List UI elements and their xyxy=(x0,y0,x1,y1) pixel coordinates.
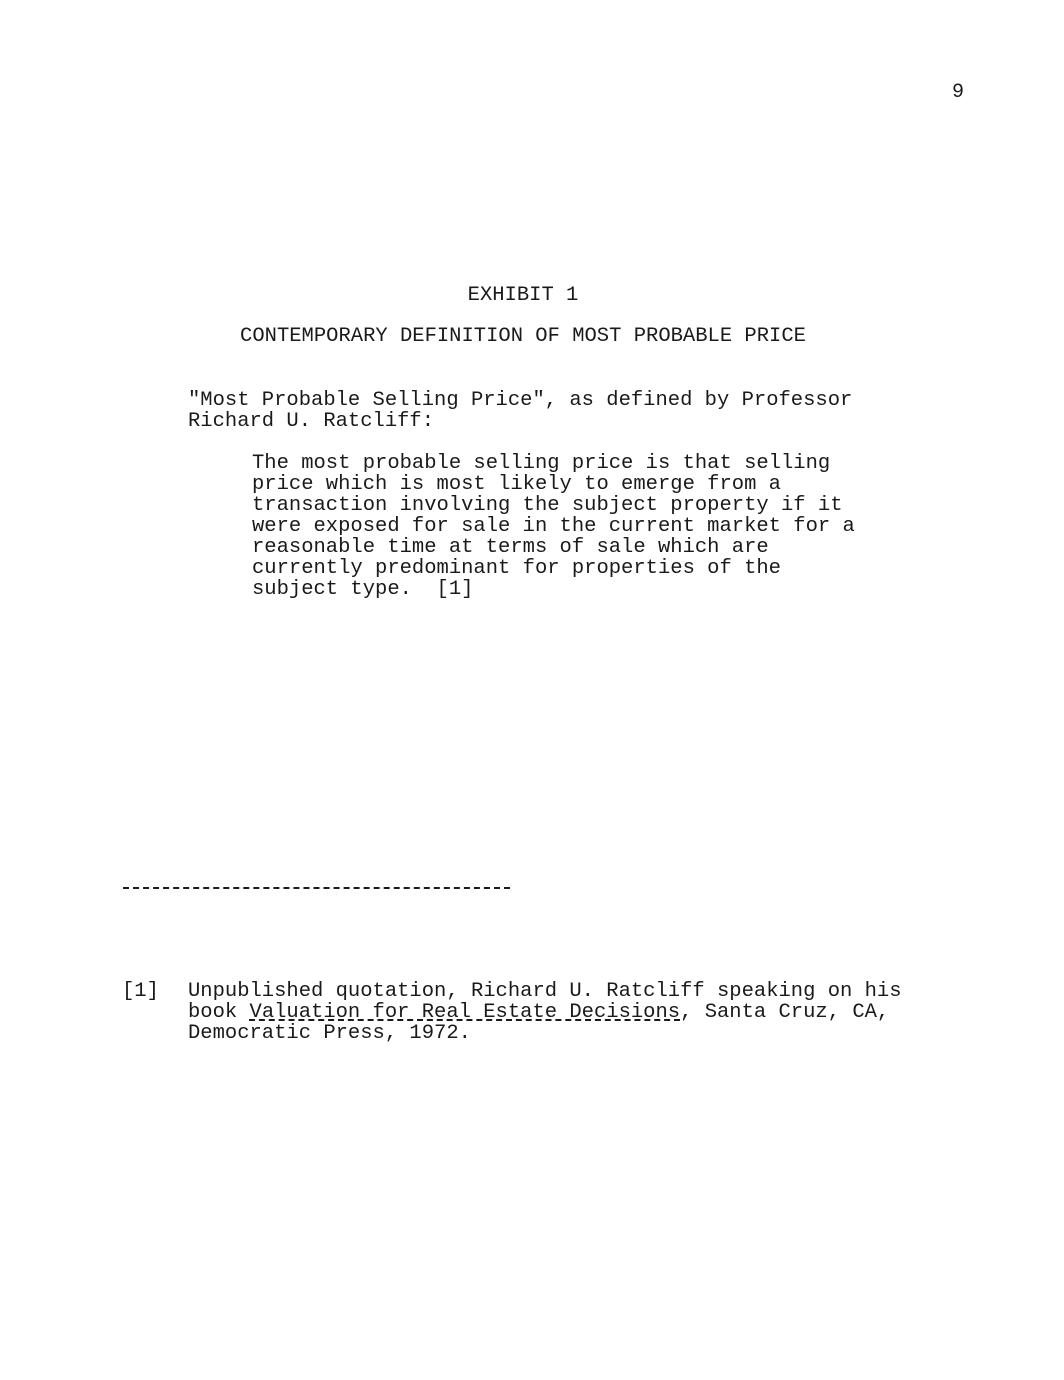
intro-line: "Most Probable Selling Price", as defined by Professor xyxy=(188,389,853,412)
exhibit-subtitle: CONTEMPORARY DEFINITION OF MOST PROBABLE PRICE xyxy=(240,325,806,348)
footnote-line: Unpublished quotation, Richard U. Ratcliff speaking on his xyxy=(188,980,902,1003)
intro-paragraph xyxy=(188,390,908,432)
footnote-publication-place: , Santa Cruz, CA, xyxy=(680,1001,890,1024)
quote-line: price which is most likely to emerge from a xyxy=(252,473,781,496)
footnote-marker: [1] xyxy=(122,980,159,1003)
footnote-text xyxy=(188,981,968,1044)
page-number: 9 xyxy=(952,81,965,104)
footnote-line xyxy=(188,1002,968,1023)
exhibit-title: EXHIBIT 1 xyxy=(467,284,579,307)
footnote-line: Democratic Press, 1972. xyxy=(188,1022,471,1045)
book-title: Valuation for Real Estate Decisions xyxy=(249,1001,681,1024)
definition-quote xyxy=(252,453,912,600)
quote-line: subject type. [1] xyxy=(252,578,474,601)
quote-line: were exposed for sale in the current market for a xyxy=(252,515,855,538)
quote-line: currently predominant for properties of the xyxy=(252,557,781,580)
footnote-separator xyxy=(123,887,510,889)
intro-line: Richard U. Ratcliff: xyxy=(188,410,435,433)
footnote-book-prefix: book xyxy=(188,1001,250,1024)
quote-line: transaction involving the subject property if it xyxy=(252,494,843,517)
quote-line: reasonable time at terms of sale which are xyxy=(252,536,769,559)
quote-line: The most probable selling price is that selling xyxy=(252,452,831,475)
